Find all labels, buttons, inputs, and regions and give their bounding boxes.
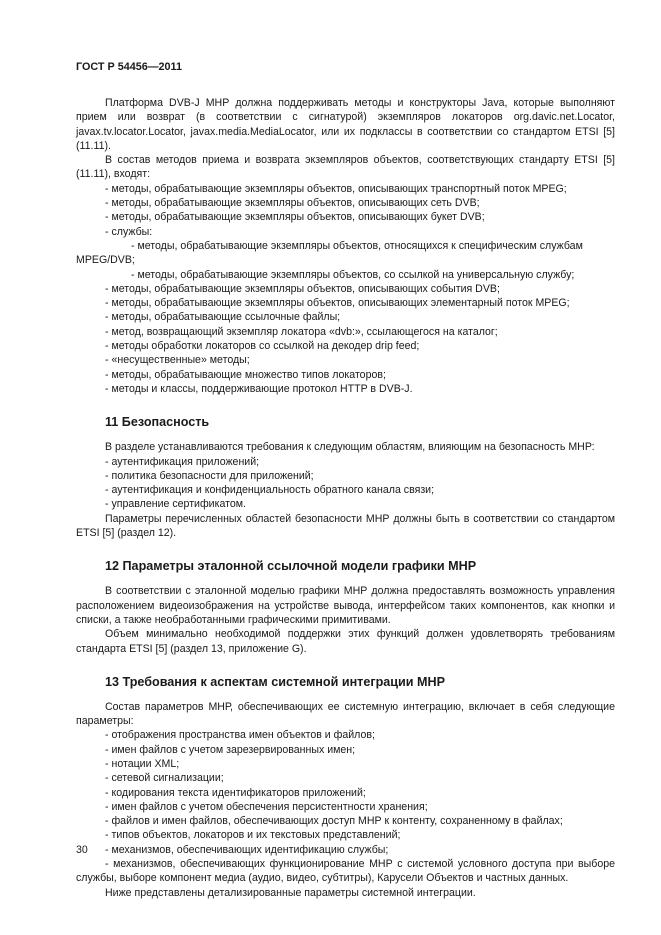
paragraph: Платформа DVB-J МНР должна поддерживать методы и конструкторы Java, которые выполняют прием или возврат (в соответствии с сигнатурой) экземпляров локаторов org.davic.net.Locator, javax.tv.locator.Locator, javax.media.MediaLocator, или их подклассы в соответствии со стандартом ETSI [5] (11.11). bbox=[76, 97, 615, 152]
paragraph: В разделе устанавливаются требования к следующим областям, влияющим на безопасность МНР: bbox=[105, 441, 595, 454]
section-heading: 11 Безопасность bbox=[105, 415, 210, 430]
list-item: - механизмов, обеспечивающих идентификацию службы; bbox=[105, 843, 389, 856]
list-item: - службы: bbox=[105, 225, 153, 238]
list-item: - кодирования текста идентификаторов приложений; bbox=[105, 786, 366, 799]
list-item: - имен файлов с учетом зарезервированных имен; bbox=[105, 743, 356, 756]
paragraph: Объем минимально необходимой поддержки этих функций должен удовлетворять требованиям стандарта ETSI [5] (раздел 13, приложение G). bbox=[76, 628, 615, 655]
list-item: - аутентификация и конфиденциальность обратного канала связи; bbox=[105, 484, 435, 497]
list-item: - методы обработки локаторов со ссылкой на декодер drip feed; bbox=[105, 340, 420, 353]
page-number: 30 bbox=[76, 844, 88, 856]
list-item: - нотации XML; bbox=[105, 757, 180, 770]
list-item: - управление сертификатом. bbox=[105, 498, 246, 511]
document-header: ГОСТ Р 54456—2011 bbox=[76, 61, 182, 73]
sub-list-item: - методы, обрабатывающие экземпляры объектов, со ссылкой на универсальную службу; bbox=[131, 268, 575, 281]
list-item: - имен файлов с учетом обеспечения персистентности хранения; bbox=[105, 800, 428, 813]
list-item: - методы, обрабатывающие экземпляры объектов, описывающих букет DVB; bbox=[105, 211, 485, 224]
list-item: - методы, обрабатывающие множество типов локаторов; bbox=[105, 368, 386, 381]
list-item: - методы и классы, поддерживающие протокол HTTP в DVB-J. bbox=[105, 382, 413, 395]
paragraph: В соответствии с эталонной моделью графики МНР должна предоставлять возможность управления расположением видеоизображения на устройстве вывода, интерфейсом таких компонентов, как кнопки и списки, а также необработанными графическими примитивами. bbox=[76, 585, 615, 626]
list-item: - методы, обрабатывающие ссылочные файлы; bbox=[105, 311, 341, 324]
list-item: - аутентификация приложений; bbox=[105, 455, 260, 468]
list-item: - методы, обрабатывающие экземпляры объектов, описывающих элементарный поток MPEG; bbox=[105, 297, 570, 310]
section-heading: 12 Параметры эталонной ссылочной модели графики МНР bbox=[105, 559, 477, 574]
page-content bbox=[76, 96, 615, 900]
list-item: - файлов и имен файлов, обеспечивающих доступ МНР к контенту, сохраненному в файлах; bbox=[105, 815, 563, 828]
list-item: - метод, возвращающий экземпляр локатора «dvb:», ссылающегося на каталог; bbox=[105, 325, 498, 338]
list-item: - «несущественные» методы; bbox=[105, 354, 250, 367]
list-item: - механизмов, обеспечивающих функционирование МНР с системой условного доступа при выборе службы, выборе компонент медиа (аудио, видео, субтитры), Карусели Объектов и частных данных. bbox=[76, 858, 615, 885]
paragraph: В состав методов приема и возврата экземпляров объектов, соответствующих стандарту ETSI [5] (11.11), входят: bbox=[76, 154, 615, 181]
list-item: - методы, обрабатывающие экземпляры объектов, описывающих сеть DVB; bbox=[105, 197, 480, 210]
list-item: - типов объектов, локаторов и их текстовых представлений; bbox=[105, 829, 401, 842]
paragraph: Параметры перечисленных областей безопасности МНР должны быть в соответствии со стандартом ETSI [5] (раздел 12). bbox=[76, 512, 615, 540]
section-heading: 13 Требования к аспектам системной интеграции МНР bbox=[105, 674, 445, 689]
paragraph: Ниже представлены детализированные параметры системной интеграции. bbox=[105, 886, 476, 899]
paragraph: Состав параметров МНР, обеспечивающих ее системную интеграцию, включает в себя следующие параметры: bbox=[76, 700, 615, 728]
list-item: - отображения пространства имен объектов и файлов; bbox=[105, 729, 375, 742]
list-item: - политика безопасности для приложений; bbox=[105, 469, 314, 482]
list-item: - методы, обрабатывающие экземпляры объектов, описывающих события DVB; bbox=[105, 282, 500, 295]
list-item: - методы, обрабатывающие экземпляры объектов, описывающих транспортный поток MPEG; bbox=[105, 182, 567, 195]
sub-list-item: - методы, обрабатывающие экземпляры объектов, относящихся к специфическим службам MPEG/DVB; bbox=[76, 239, 583, 267]
list-item: - сетевой сигнализации; bbox=[105, 772, 224, 785]
